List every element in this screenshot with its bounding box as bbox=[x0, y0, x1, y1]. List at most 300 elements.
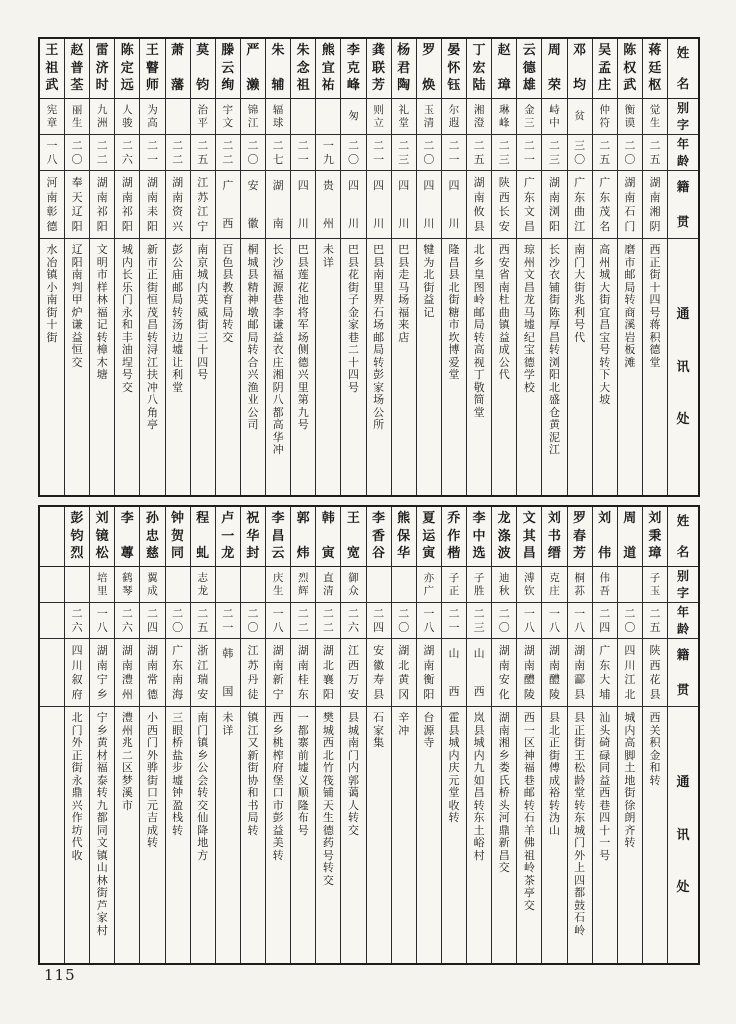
name-cell: 程 虬 bbox=[191, 507, 215, 567]
name-cell: 丁 宏 陆 bbox=[467, 39, 491, 99]
address-cell: 县 城 南 门 内 郭 蔼 人 转 交 bbox=[347, 711, 359, 837]
native-place-cell: 湖 南 石 门 bbox=[618, 171, 642, 239]
person-column bbox=[165, 507, 190, 963]
age-cell: 二 三 bbox=[467, 603, 491, 639]
address-cell: 北 门 外 正 街 永 鼎 兴 作 坊 代 收 bbox=[71, 711, 83, 862]
person-column bbox=[240, 507, 265, 963]
courtesy-name-cell: 锦 江 bbox=[241, 99, 265, 135]
courtesy-name-cell: 为 高 bbox=[140, 99, 164, 135]
person-column bbox=[642, 507, 667, 963]
address-cell: 巴 县 花 街 子 金 家 巷 二 十 四 号 bbox=[347, 243, 359, 394]
native-place-cell: 浙 江 瑞 安 bbox=[191, 639, 215, 707]
name-cell: 王 宽 bbox=[341, 507, 365, 567]
age-cell: 二 〇 bbox=[241, 603, 265, 639]
age-cell: 二 二 bbox=[316, 603, 340, 639]
native-place-cell: 湖 南 桂 东 bbox=[291, 639, 315, 707]
age-cell: 二 一 bbox=[367, 135, 391, 171]
person-column bbox=[592, 507, 617, 963]
address-cell: 水 冶 镇 小 南 街 十 街 bbox=[46, 243, 58, 344]
address-cell: 三 眼 桥 盐 步 墟 钟 盈 栈 转 bbox=[172, 711, 184, 837]
name-cell: 邓 均 bbox=[568, 39, 592, 99]
address-cell: 城 内 高 脚 土 地 街 徐 朗 齐 转 bbox=[624, 711, 636, 849]
header-address-label: 通 讯 处 bbox=[676, 307, 690, 427]
name-cell: 李 克 峰 bbox=[341, 39, 365, 99]
person-column bbox=[240, 39, 265, 495]
courtesy-name-cell bbox=[291, 99, 315, 135]
address-cell: 小 西 门 外 骅 街 口 元 吉 成 转 bbox=[146, 711, 158, 849]
age-cell: 二 三 bbox=[392, 135, 416, 171]
address-cell: 樊 城 西 北 竹 筏 铺 天 生 德 药 号 转 交 bbox=[322, 711, 334, 887]
age-cell: 二 六 bbox=[65, 603, 89, 639]
native-place-cell: 广 东 文 昌 bbox=[517, 171, 541, 239]
courtesy-name-cell: 克 庄 bbox=[542, 567, 566, 603]
native-place-cell: 江 西 万 安 bbox=[341, 639, 365, 707]
name-cell: 文 其 昌 bbox=[517, 507, 541, 567]
age-cell: 二 二 bbox=[216, 135, 240, 171]
person-column bbox=[64, 507, 89, 963]
courtesy-name-cell: 贫 bbox=[568, 99, 592, 135]
native-place-cell: 广 东 南 海 bbox=[166, 639, 190, 707]
native-place-cell: 湖 南 新 宁 bbox=[266, 639, 290, 707]
name-cell: 卢 一 龙 bbox=[216, 507, 240, 567]
native-place-cell: 湖 南 醴 陵 bbox=[542, 639, 566, 707]
person-column bbox=[567, 39, 592, 495]
person-column bbox=[617, 507, 642, 963]
courtesy-name-cell: 宪 章 bbox=[40, 99, 64, 135]
address-cell: 巴 县 莲 花 池 将 军 场 侧 德 兴 里 第 九 号 bbox=[297, 243, 309, 431]
header-native-label: 籍 贯 bbox=[668, 639, 698, 707]
native-place-cell: 湖 南 祁 阳 bbox=[115, 171, 139, 239]
courtesy-name-cell: 子 玉 bbox=[643, 567, 667, 603]
age-cell: 二 〇 bbox=[618, 603, 642, 639]
native-place-cell: 湖 南 宁 乡 bbox=[90, 639, 114, 707]
person-column bbox=[215, 39, 240, 495]
age-cell: 一 九 bbox=[316, 135, 340, 171]
courtesy-name-cell: 琳 峰 bbox=[492, 99, 516, 135]
person-column bbox=[441, 39, 466, 495]
age-cell: 二 五 bbox=[593, 135, 617, 171]
courtesy-name-cell: 直 清 bbox=[316, 567, 340, 603]
address-cell: 西 正 街 十 四 号 蒋 积 德 堂 bbox=[649, 243, 661, 369]
courtesy-name-cell: 御 众 bbox=[341, 567, 365, 603]
name-cell: 赵 普 荃 bbox=[65, 39, 89, 99]
roster-table-bottom bbox=[38, 505, 700, 965]
age-cell: 二 五 bbox=[191, 135, 215, 171]
name-cell: 陈 定 远 bbox=[115, 39, 139, 99]
name-cell: 刘 秉 璋 bbox=[643, 507, 667, 567]
native-place-cell: 四 川 bbox=[291, 171, 315, 239]
courtesy-name-cell bbox=[216, 567, 240, 603]
address-cell: 南 京 城 内 英 威 街 三 十 四 号 bbox=[197, 243, 209, 381]
header-address-label: 通 讯 处 bbox=[676, 775, 690, 895]
name-cell: 刘 伟 bbox=[593, 507, 617, 567]
name-cell: 孙 忠 慈 bbox=[140, 507, 164, 567]
courtesy-name-cell: 丽 生 bbox=[65, 99, 89, 135]
person-column bbox=[541, 507, 566, 963]
native-place-cell: 湖 南 湘 阴 bbox=[643, 171, 667, 239]
address-cell: 西 乡 桃 榨 府 堡 口 市 彭 益 美 转 bbox=[272, 711, 284, 862]
address-cell: 西 关 积 金 和 转 bbox=[649, 711, 661, 787]
age-cell: 二 五 bbox=[643, 603, 667, 639]
address-cell: 西 安 省 南 杜 曲 镇 益 成 公 代 bbox=[498, 243, 510, 381]
person-column bbox=[642, 39, 667, 495]
age-cell: 三 〇 bbox=[568, 135, 592, 171]
courtesy-name-cell bbox=[166, 567, 190, 603]
person-column bbox=[340, 507, 365, 963]
native-place-cell: 四 川 叙 府 bbox=[65, 639, 89, 707]
person-column bbox=[340, 39, 365, 495]
empty-cell bbox=[40, 603, 64, 639]
native-place-cell: 湖 南 醴 陵 bbox=[517, 639, 541, 707]
age-cell: 二 七 bbox=[266, 135, 290, 171]
age-cell: 二 二 bbox=[291, 603, 315, 639]
age-cell: 一 八 bbox=[90, 603, 114, 639]
empty-column bbox=[40, 507, 64, 963]
native-place-cell: 陕 西 长 安 bbox=[492, 171, 516, 239]
courtesy-name-cell: 玉 清 bbox=[417, 99, 441, 135]
courtesy-name-cell: 礼 堂 bbox=[392, 99, 416, 135]
native-place-cell: 广 东 曲 江 bbox=[568, 171, 592, 239]
courtesy-name-cell: 湘 澄 bbox=[467, 99, 491, 135]
empty-cell bbox=[40, 707, 64, 963]
person-column bbox=[466, 507, 491, 963]
person-column bbox=[592, 39, 617, 495]
courtesy-name-cell: 志 龙 bbox=[191, 567, 215, 603]
person-column bbox=[265, 507, 290, 963]
courtesy-name-cell: 衡 谟 bbox=[618, 99, 642, 135]
name-cell: 蒋 廷 枢 bbox=[643, 39, 667, 99]
person-column bbox=[416, 39, 441, 495]
address-cell: 巴 县 走 马 场 福 来 店 bbox=[398, 243, 410, 344]
person-column bbox=[366, 39, 391, 495]
address-cell: 汕 头 碕 碌 同 益 西 巷 四 十 一 号 bbox=[599, 711, 611, 862]
native-place-cell: 湖 南 酃 县 bbox=[568, 639, 592, 707]
name-cell: 罗 春 芳 bbox=[568, 507, 592, 567]
native-place-cell: 湖 南 澧 州 bbox=[115, 639, 139, 707]
native-place-cell: 四 川 bbox=[392, 171, 416, 239]
age-cell: 二 〇 bbox=[618, 135, 642, 171]
age-cell: 一 八 bbox=[542, 603, 566, 639]
native-place-cell: 湖 北 黄 冈 bbox=[392, 639, 416, 707]
native-place-cell: 湖 南 浏 阳 bbox=[542, 171, 566, 239]
name-cell: 周 荣 bbox=[542, 39, 566, 99]
address-cell: 岚 县 城 内 九 如 昌 转 东 土 峪 村 bbox=[473, 711, 485, 862]
native-place-cell: 广 东 茂 名 bbox=[593, 171, 617, 239]
person-column bbox=[491, 39, 516, 495]
person-column bbox=[40, 39, 64, 495]
name-cell: 王 瞽 师 bbox=[140, 39, 164, 99]
native-place-cell: 韩 国 bbox=[216, 639, 240, 707]
courtesy-name-cell: 人 骏 bbox=[115, 99, 139, 135]
age-cell: 一 八 bbox=[417, 603, 441, 639]
native-place-cell: 江 苏 丹 徒 bbox=[241, 639, 265, 707]
courtesy-name-cell: 溥 钦 bbox=[517, 567, 541, 603]
courtesy-name-cell: 匆 bbox=[341, 99, 365, 135]
age-cell: 一 八 bbox=[40, 135, 64, 171]
name-cell: 刘 镜 松 bbox=[90, 507, 114, 567]
courtesy-name-cell: 治 平 bbox=[191, 99, 215, 135]
native-place-cell: 湖 南 攸 县 bbox=[467, 171, 491, 239]
name-cell: 祝 华 封 bbox=[241, 507, 265, 567]
age-cell: 二 五 bbox=[643, 135, 667, 171]
address-cell: 犍 为 北 街 益 记 bbox=[423, 243, 435, 319]
native-place-cell: 河 南 彰 德 bbox=[40, 171, 64, 239]
person-column bbox=[64, 39, 89, 495]
courtesy-name-cell: 培 里 bbox=[90, 567, 114, 603]
age-cell: 二 二 bbox=[90, 135, 114, 171]
age-cell: 二 五 bbox=[467, 135, 491, 171]
courtesy-name-cell bbox=[367, 567, 391, 603]
courtesy-name-cell: 迪 秋 bbox=[492, 567, 516, 603]
age-cell: 一 八 bbox=[517, 603, 541, 639]
native-place-cell: 湖 南 bbox=[266, 171, 290, 239]
person-column bbox=[441, 507, 466, 963]
header-age-label: 年 龄 bbox=[668, 135, 698, 171]
address-cell: 台 源 寺 bbox=[423, 711, 435, 749]
native-place-cell: 山 西 bbox=[467, 639, 491, 707]
address-cell: 霍 县 城 内 庆 元 堂 收 转 bbox=[448, 711, 460, 824]
courtesy-name-cell: 尔 遐 bbox=[442, 99, 466, 135]
native-place-cell: 奉 天 辽 阳 bbox=[65, 171, 89, 239]
name-cell: 李 昌 云 bbox=[266, 507, 290, 567]
header-courtesy-label: 别 字 bbox=[668, 567, 698, 603]
person-column bbox=[190, 39, 215, 495]
name-cell: 熊 保 华 bbox=[392, 507, 416, 567]
name-cell: 钟 贺 同 bbox=[166, 507, 190, 567]
native-place-cell: 湖 南 安 化 bbox=[492, 639, 516, 707]
name-cell: 陈 权 武 bbox=[618, 39, 642, 99]
person-column bbox=[165, 39, 190, 495]
courtesy-name-cell bbox=[392, 567, 416, 603]
address-cell: 一 都 寨 前 墟 义 顺 隆 布 号 bbox=[297, 711, 309, 837]
name-cell: 萧 藩 bbox=[166, 39, 190, 99]
header-column bbox=[667, 39, 698, 495]
address-cell: 辽 阳 南 判 甲 炉 谦 益 恒 交 bbox=[71, 243, 83, 369]
courtesy-name-cell: 则 立 bbox=[367, 99, 391, 135]
name-cell: 韩 寅 bbox=[316, 507, 340, 567]
native-place-cell: 四 川 bbox=[417, 171, 441, 239]
native-place-cell: 安 徽 bbox=[241, 171, 265, 239]
header-age-label: 年 龄 bbox=[668, 603, 698, 639]
name-cell: 李 中 选 bbox=[467, 507, 491, 567]
native-place-cell: 陕 西 花 县 bbox=[643, 639, 667, 707]
address-cell: 高 州 城 大 街 宜 昌 宝 号 转 下 大 坡 bbox=[599, 243, 611, 406]
name-cell: 熊 宜 祐 bbox=[316, 39, 340, 99]
person-column bbox=[89, 39, 114, 495]
native-place-cell: 安 徽 寿 县 bbox=[367, 639, 391, 707]
name-cell: 云 德 雄 bbox=[517, 39, 541, 99]
age-cell: 二 五 bbox=[191, 603, 215, 639]
person-column bbox=[290, 39, 315, 495]
address-cell: 镇 江 又 新 街 协 和 书 局 转 bbox=[247, 711, 259, 837]
courtesy-name-cell bbox=[241, 567, 265, 603]
address-cell: 巴 县 南 里 界 石 场 邮 局 转 彭 家 场 公 所 bbox=[373, 243, 385, 431]
header-courtesy-label: 别 字 bbox=[668, 99, 698, 135]
address-cell: 百 色 县 教 育 局 转 交 bbox=[222, 243, 234, 344]
age-cell: 二 一 bbox=[291, 135, 315, 171]
person-column bbox=[290, 507, 315, 963]
age-cell: 二 一 bbox=[442, 135, 466, 171]
address-cell: 长 沙 衣 铺 街 陈 厚 昌 转 浏 阳 北 盛 仓 黄 泥 江 bbox=[548, 243, 560, 456]
person-column bbox=[139, 39, 164, 495]
age-cell: 二 〇 bbox=[166, 603, 190, 639]
courtesy-name-cell: 烈 辉 bbox=[291, 567, 315, 603]
name-cell: 朱 念 祖 bbox=[291, 39, 315, 99]
person-column bbox=[215, 507, 240, 963]
person-column bbox=[315, 507, 340, 963]
native-place-cell: 广 东 大 埔 bbox=[593, 639, 617, 707]
age-cell: 二 六 bbox=[115, 135, 139, 171]
age-cell: 二 二 bbox=[166, 135, 190, 171]
courtesy-name-cell: 九 洲 bbox=[90, 99, 114, 135]
address-cell: 湖 南 湘 乡 娄 氏 桥 头 河 鼎 新 昌 交 bbox=[498, 711, 510, 874]
courtesy-name-cell: 鹤 琴 bbox=[115, 567, 139, 603]
name-cell: 龙 涤 波 bbox=[492, 507, 516, 567]
header-name-label: 姓 名 bbox=[668, 39, 698, 99]
name-cell: 滕 云 绚 bbox=[216, 39, 240, 99]
address-cell: 新 市 正 街 恒 茂 昌 转 浔 江 扶 冲 八 角 亭 bbox=[146, 243, 158, 431]
name-cell: 晏 怀 钰 bbox=[442, 39, 466, 99]
native-place-cell: 四 川 bbox=[367, 171, 391, 239]
native-place-cell: 湖 北 襄 阳 bbox=[316, 639, 340, 707]
name-cell: 周 道 bbox=[618, 507, 642, 567]
native-place-cell: 四 川 bbox=[442, 171, 466, 239]
address-cell: 西 一 区 神 福 巷 邮 转 石 羊 佛 祖 岭 茶 亭 交 bbox=[523, 711, 535, 912]
person-column bbox=[391, 39, 416, 495]
courtesy-name-cell: 桐 荪 bbox=[568, 567, 592, 603]
courtesy-name-cell: 仲 符 bbox=[593, 99, 617, 135]
address-cell: 南 门 镇 乡 公 会 转 交 仙 降 地 方 bbox=[197, 711, 209, 862]
name-cell: 李 香 谷 bbox=[367, 507, 391, 567]
address-cell: 长 沙 福 源 巷 李 谦 益 衣 庄 湘 阴 八 都 高 华 冲 bbox=[272, 243, 284, 456]
age-cell: 二 四 bbox=[367, 603, 391, 639]
native-place-cell: 湖 南 常 德 bbox=[140, 639, 164, 707]
age-cell: 一 八 bbox=[568, 603, 592, 639]
person-column bbox=[265, 39, 290, 495]
courtesy-name-cell: 觉 生 bbox=[643, 99, 667, 135]
address-cell: 县 北 正 街 傅 成 裕 转 沩 山 bbox=[548, 711, 560, 837]
native-place-cell: 广 西 bbox=[216, 171, 240, 239]
age-cell: 二 三 bbox=[492, 135, 516, 171]
name-cell: 郭 炜 bbox=[291, 507, 315, 567]
age-cell: 二 六 bbox=[341, 603, 365, 639]
name-cell: 王 祖 武 bbox=[40, 39, 64, 99]
person-column bbox=[315, 39, 340, 495]
native-place-cell: 四 川 江 北 bbox=[618, 639, 642, 707]
name-cell: 莫 钧 bbox=[191, 39, 215, 99]
native-place-cell: 山 西 bbox=[442, 639, 466, 707]
address-cell: 城 内 长 乐 门 永 和 丰 油 埕 号 交 bbox=[121, 243, 133, 394]
age-cell: 二 四 bbox=[593, 603, 617, 639]
native-place-cell: 湖 南 祁 阳 bbox=[90, 171, 114, 239]
name-cell: 乔 作 楷 bbox=[442, 507, 466, 567]
courtesy-name-cell: 峙 中 bbox=[542, 99, 566, 135]
native-place-cell: 湖 南 耒 阳 bbox=[140, 171, 164, 239]
native-place-cell: 四 川 bbox=[341, 171, 365, 239]
address-cell: 彭 公 庙 邮 局 转 汤 边 墟 让 利 堂 bbox=[172, 243, 184, 394]
age-cell: 二 〇 bbox=[417, 135, 441, 171]
age-cell: 二 六 bbox=[115, 603, 139, 639]
address-cell: 澧 州 兆 二 区 梦 溪 市 bbox=[121, 711, 133, 812]
name-cell: 彭 钧 烈 bbox=[65, 507, 89, 567]
name-cell: 刘 书 缙 bbox=[542, 507, 566, 567]
address-cell: 未 详 bbox=[222, 711, 234, 737]
courtesy-name-cell bbox=[316, 99, 340, 135]
age-cell: 二 一 bbox=[517, 135, 541, 171]
address-cell: 宁 乡 黄 材 福 泰 转 九 都 同 文 镇 山 林 街 芦 家 村 bbox=[96, 711, 108, 937]
person-column bbox=[416, 507, 441, 963]
native-place-cell: 湖 南 资 兴 bbox=[166, 171, 190, 239]
courtesy-name-cell: 子 胜 bbox=[467, 567, 491, 603]
courtesy-name-cell: 伟 吾 bbox=[593, 567, 617, 603]
native-place-cell: 湖 南 衡 阳 bbox=[417, 639, 441, 707]
courtesy-name-cell bbox=[65, 567, 89, 603]
age-cell: 一 八 bbox=[266, 603, 290, 639]
address-cell: 桐 城 县 精 神 墩 邮 局 转 合 兴 渔 业 公 司 bbox=[247, 243, 259, 431]
name-cell: 罗 焕 bbox=[417, 39, 441, 99]
person-column bbox=[114, 507, 139, 963]
person-column bbox=[391, 507, 416, 963]
name-cell: 朱 辅 bbox=[266, 39, 290, 99]
address-cell: 北 乡 皇 图 岭 邮 局 转 高 视 丁 敬 简 堂 bbox=[473, 243, 485, 419]
courtesy-name-cell: 子 正 bbox=[442, 567, 466, 603]
courtesy-name-cell bbox=[618, 567, 642, 603]
age-cell: 二 四 bbox=[140, 603, 164, 639]
name-cell: 杨 君 陶 bbox=[392, 39, 416, 99]
header-column bbox=[667, 507, 698, 963]
age-cell: 二 一 bbox=[442, 603, 466, 639]
courtesy-name-cell: 金 三 bbox=[517, 99, 541, 135]
address-cell: 隆 昌 县 北 街 糖 市 坎 博 爱 堂 bbox=[448, 243, 460, 381]
person-column bbox=[190, 507, 215, 963]
address-cell: 南 门 大 街 兆 利 号 代 bbox=[574, 243, 586, 344]
address-cell: 文 明 市 样 林 福 记 转 樟 木 塘 bbox=[96, 243, 108, 381]
person-column bbox=[617, 39, 642, 495]
empty-cell bbox=[40, 507, 64, 567]
age-cell: 二 一 bbox=[140, 135, 164, 171]
age-cell: 二 〇 bbox=[341, 135, 365, 171]
person-column bbox=[466, 39, 491, 495]
empty-cell bbox=[40, 567, 64, 603]
address-cell: 磨 市 邮 局 转 商 溪 岩 板 滩 bbox=[624, 243, 636, 369]
age-cell: 二 三 bbox=[542, 135, 566, 171]
name-cell: 李 蓴 bbox=[115, 507, 139, 567]
person-column bbox=[491, 507, 516, 963]
address-cell: 未 详 bbox=[322, 243, 334, 269]
person-column bbox=[89, 507, 114, 963]
address-cell: 县 正 街 王 松 龄 堂 转 东 城 门 外 上 四 都 鼓 石 岭 bbox=[574, 711, 586, 937]
courtesy-name-cell: 亦 广 bbox=[417, 567, 441, 603]
person-column bbox=[366, 507, 391, 963]
age-cell: 二 一 bbox=[216, 603, 240, 639]
native-place-cell: 江 苏 江 宁 bbox=[191, 171, 215, 239]
courtesy-name-cell: 翼 成 bbox=[140, 567, 164, 603]
roster-table-top bbox=[38, 37, 700, 497]
person-column bbox=[114, 39, 139, 495]
name-cell: 严 濑 bbox=[241, 39, 265, 99]
person-column bbox=[516, 507, 541, 963]
name-cell: 雷 济 时 bbox=[90, 39, 114, 99]
courtesy-name-cell bbox=[166, 99, 190, 135]
age-cell: 二 〇 bbox=[392, 603, 416, 639]
age-cell: 二 〇 bbox=[65, 135, 89, 171]
courtesy-name-cell: 宇 文 bbox=[216, 99, 240, 135]
empty-cell bbox=[40, 639, 64, 707]
person-column bbox=[541, 39, 566, 495]
header-name-label: 姓 名 bbox=[668, 507, 698, 567]
address-cell: 石 家 集 bbox=[373, 711, 385, 749]
native-place-cell: 贵 州 bbox=[316, 171, 340, 239]
